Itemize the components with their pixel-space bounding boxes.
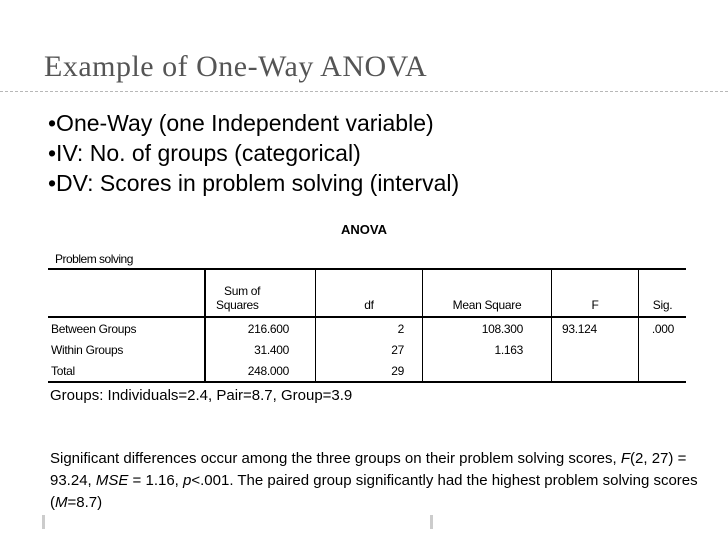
cell-f: 93.124 — [552, 317, 639, 339]
cell-ms: 1.163 — [423, 339, 552, 360]
bullet-item: •IV: No. of groups (categorical) — [48, 140, 361, 166]
header-df: df — [316, 269, 423, 317]
table-row — [48, 339, 686, 360]
row-source: Within Groups — [48, 339, 205, 360]
header-sum-of-squares — [205, 269, 316, 317]
cell-df: 2 — [316, 317, 423, 339]
bullet-item: •DV: Scores in problem solving (interval) — [48, 170, 460, 196]
cell-ss: 248.000 — [205, 360, 316, 382]
summary-text: Significant differences occur among the three groups on their problem solving scores, — [50, 450, 621, 467]
cell-sig — [639, 360, 687, 382]
summary-text: = 1.16, — [128, 472, 184, 489]
header-mean-square: Mean Square — [423, 269, 552, 317]
bullet-item: •One-Way (one Independent variable) — [48, 110, 434, 136]
cell-ss: 216.600 — [205, 317, 316, 339]
header-ss-line2: Squares — [216, 298, 259, 312]
summary-f-symbol: F — [620, 450, 631, 467]
slide-title: Example of One-Way ANOVA — [44, 50, 428, 83]
results-summary — [50, 448, 710, 514]
cell-df: 27 — [316, 339, 423, 360]
table-row — [48, 317, 686, 339]
cell-ms — [423, 360, 552, 382]
summary-p-symbol: p — [183, 472, 192, 489]
summary-mse-symbol: MSE — [95, 472, 129, 489]
anova-variable-label: Problem solving — [55, 252, 133, 266]
header-sig: Sig. — [639, 269, 687, 317]
header-ss-line1: Sum of — [224, 284, 261, 298]
table-row — [48, 360, 686, 382]
title-divider — [0, 91, 728, 92]
header-source — [48, 269, 205, 317]
summary-text: (2, 27) = 93.24, — [50, 450, 687, 489]
selection-mark — [430, 515, 433, 529]
summary-m-symbol: M — [55, 494, 68, 511]
header-f: F — [552, 269, 639, 317]
anova-table-caption: ANOVA — [341, 222, 387, 237]
group-means-line: Groups: Individuals=2.4, Pair=8.7, Group=3.9 — [50, 387, 353, 404]
cell-df: 29 — [316, 360, 423, 382]
anova-table — [48, 268, 686, 383]
cell-ms: 108.300 — [423, 317, 552, 339]
row-source: Between Groups — [48, 317, 205, 339]
cell-f — [552, 339, 639, 360]
selection-mark — [42, 515, 45, 529]
table-header-row — [48, 269, 686, 317]
cell-sig — [639, 339, 687, 360]
cell-f — [552, 360, 639, 382]
bullet-list — [48, 108, 459, 198]
cell-sig: .000 — [639, 317, 687, 339]
summary-text: <.001. The paired group significantly had the highest problem solving scores ( — [50, 472, 698, 511]
row-source: Total — [48, 360, 205, 382]
cell-ss: 31.400 — [205, 339, 316, 360]
summary-text: =8.7) — [67, 494, 103, 511]
